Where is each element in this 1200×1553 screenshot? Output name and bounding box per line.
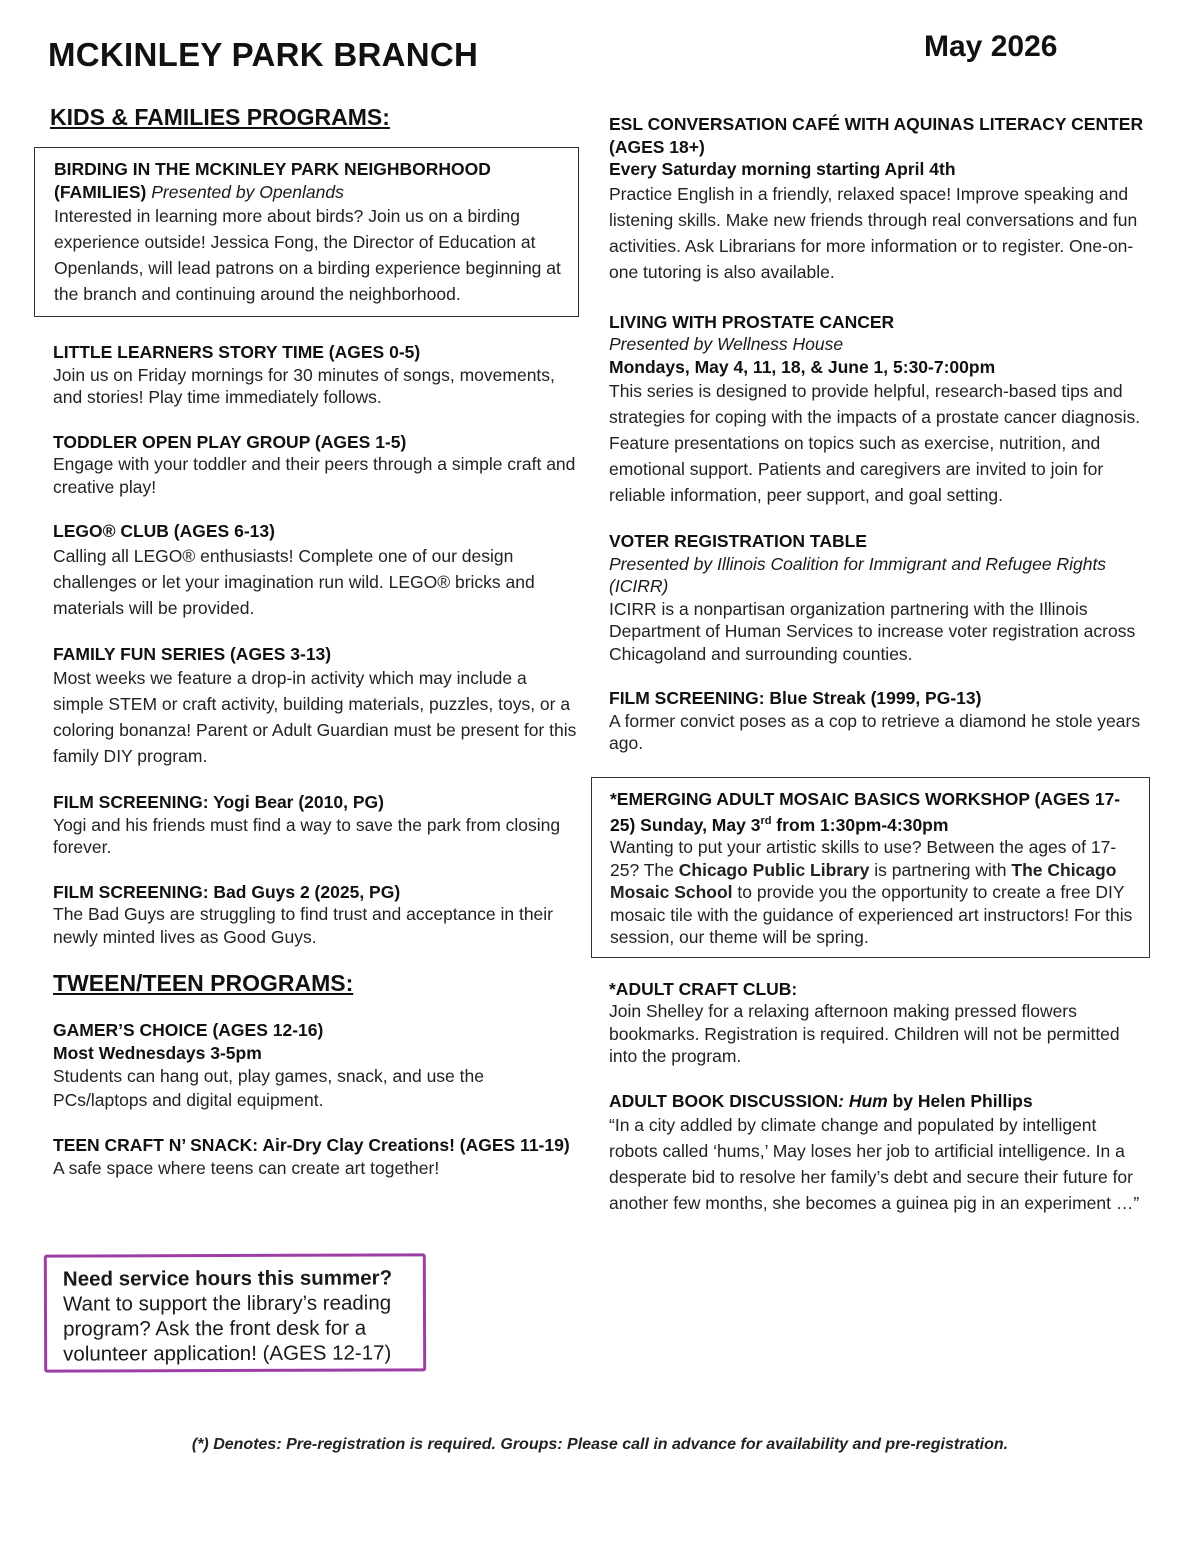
bad-guys-screening — [53, 881, 578, 949]
event-description: Join Shelley for a relaxing afternoon making pressed flowers bookmarks. Registration is required. Children will not be permitted into the program. — [609, 1001, 1120, 1067]
event-title: GAMER’S CHOICE (AGES 12-16) — [53, 1020, 324, 1040]
event-schedule: Every Saturday morning starting April 4th — [609, 159, 956, 179]
event-description: Practice English in a friendly, relaxed space! Improve speaking and listening skills. Make new friends through real conversations and fun activities. Ask Librarians for more information or to register. One-on-one tutoring is also available. — [609, 183, 1138, 282]
event-description: The Bad Guys are struggling to find trust and acceptance in their newly minted lives as Good Guys. — [53, 904, 554, 947]
volunteer-heading: Need service hours this summer? — [62, 1266, 393, 1291]
event-description: Most weeks we feature a drop-in activity which may include a simple STEM or craft activity, building materials, puzzles, toys, or a coloring bonanza! Parent or Adult Guardian must be present for this family DIY program. — [53, 668, 577, 766]
page-date: May 2026 — [924, 30, 1058, 63]
page-title: MCKINLEY PARK BRANCH — [48, 36, 479, 73]
event-description: ICIRR is a nonpartisan organization partnering with the Illinois Department of Human Services to increase voter registration across Chicagoland and surrounding counties. — [609, 598, 1136, 664]
teen-craft-event — [53, 1134, 578, 1179]
book-title: : Hum — [838, 1090, 888, 1111]
event-presenter: Presented by Illinois Coalition for Immigrant and Refugee Rights (ICIRR) — [609, 553, 1107, 596]
event-description: Yogi and his friends must find a way to save the park from closing forever. — [53, 814, 561, 857]
birding-event — [34, 147, 579, 317]
book-discussion-event — [609, 1090, 1149, 1217]
event-title: LEGO® CLUB (AGES 6-13) — [53, 521, 275, 541]
family-fun-event — [53, 643, 578, 770]
event-description: This series is designed to provide helpful, research-based tips and strategies for coping with the impacts of a prostate cancer diagnosis. Feature presentations on topics such as exercise, nutrition, and emotional support. Patients and caregivers are invited to join for reliable information, peer support, and goal setting. — [609, 381, 1141, 505]
gamers-choice-event — [53, 1019, 578, 1112]
blue-streak-screening — [609, 687, 1149, 755]
event-description: Interested in learning more about birds? Join us on a birding experience outside! Jessica Fong, the Director of Education at Openlands, will lead patrons on a birding experience beginning at the branch and continuing around the neighborhood. — [54, 206, 561, 304]
volunteer-callout — [44, 1253, 426, 1372]
left-column — [50, 104, 578, 1201]
toddler-play-event — [53, 431, 578, 499]
event-title: TEEN CRAFT N’ SNACK: Air-Dry Clay Creations! (AGES 11-19) — [53, 1135, 570, 1155]
event-schedule: Mondays, May 4, 11, 18, & June 1, 5:30-7:00pm — [609, 356, 996, 377]
event-title: ADULT BOOK DISCUSSION: Hum by Helen Phillips — [609, 1090, 1033, 1111]
yogi-bear-screening — [53, 791, 578, 859]
event-title: TODDLER OPEN PLAY GROUP (AGES 1-5) — [53, 431, 407, 452]
event-title: VOTER REGISTRATION TABLE — [609, 531, 867, 551]
right-column — [609, 113, 1149, 1238]
kids-section-heading: KIDS & FAMILIES PROGRAMS: — [50, 104, 390, 130]
event-title: FILM SCREENING: Bad Guys 2 (2025, PG) — [53, 881, 401, 902]
event-title: ESL CONVERSATION CAFÉ WITH AQUINAS LITERACY CENTER (AGES 18+) — [609, 114, 1144, 157]
voter-registration-event — [609, 530, 1149, 665]
event-title: LIVING WITH PROSTATE CANCER — [609, 311, 895, 332]
event-title: FILM SCREENING: Blue Streak (1999, PG-13) — [609, 688, 982, 708]
esl-cafe-event — [609, 113, 1149, 285]
org-name: Chicago Public Library — [678, 859, 870, 880]
event-description: “In a city addled by climate change and populated by intelligent robots called ‘hums,’ May loses her job to artificial intelligence. In a desperate bid to resolve her family’s debt and secure their future for another few months, she becomes a guinea pig in an experiment …” — [609, 1115, 1140, 1214]
lego-club-event — [53, 520, 578, 621]
event-schedule: Most Wednesdays 3-5pm — [53, 1042, 262, 1063]
event-description: A safe space where teens can create art together! — [53, 1157, 440, 1178]
event-description: Engage with your toddler and their peers through a simple craft and creative play! — [53, 454, 576, 497]
event-presenter: Presented by Wellness House — [609, 334, 844, 354]
event-description: Students can hang out, play games, snack, and use the PCs/laptops and digital equipment. — [53, 1066, 484, 1110]
event-title: FAMILY FUN SERIES (AGES 3-13) — [53, 643, 332, 664]
event-description: Wanting to put your artistic skills to use? Between the ages of 17-25? The Chicago Public Library is partnering with The Chicago Mosaic School to provide you the opportunity to create a free DIY mosaic tile with the guidance of experienced art instructors! For this session, our theme will be spring. — [610, 837, 1133, 948]
footer-note: (*) Denotes: Pre-registration is required. Groups: Please call in advance for availability and pre-registration. — [191, 1436, 1009, 1453]
event-title: FILM SCREENING: Yogi Bear (2010, PG) — [53, 792, 384, 812]
org-name: The Chicago Mosaic School — [610, 859, 1117, 903]
mosaic-workshop-event — [591, 777, 1150, 958]
event-title: LITTLE LEARNERS STORY TIME (AGES 0-5) — [53, 342, 421, 362]
volunteer-description: Want to support the library’s reading program? Ask the front desk for a volunteer application! (AGES 12-17) — [62, 1291, 392, 1366]
event-presenter: Presented by Openlands — [151, 181, 344, 202]
event-description: Calling all LEGO® enthusiasts! Complete one of our design challenges or let your imagination run wild. LEGO® bricks and materials will be provided. — [53, 545, 535, 618]
prostate-cancer-event — [609, 311, 1149, 509]
story-time-event — [53, 341, 578, 409]
adult-craft-club-event — [609, 978, 1149, 1068]
teen-section-heading: TWEEN/TEEN PROGRAMS: — [53, 970, 354, 996]
event-description: Join us on Friday mornings for 30 minutes of songs, movements, and stories! Play time immediately follows. — [53, 364, 555, 407]
event-description: A former convict poses as a cop to retrieve a diamond he stole years ago. — [609, 710, 1141, 753]
event-title: *ADULT CRAFT CLUB: — [609, 978, 798, 999]
event-title: *EMERGING ADULT MOSAIC BASICS WORKSHOP (AGES 17-25) Sunday, May 3rd from 1:30pm-4:30pm — [610, 788, 1121, 835]
event-title: BIRDING IN THE MCKINLEY PARK NEIGHBORHOOD (FAMILIES) — [54, 159, 491, 202]
